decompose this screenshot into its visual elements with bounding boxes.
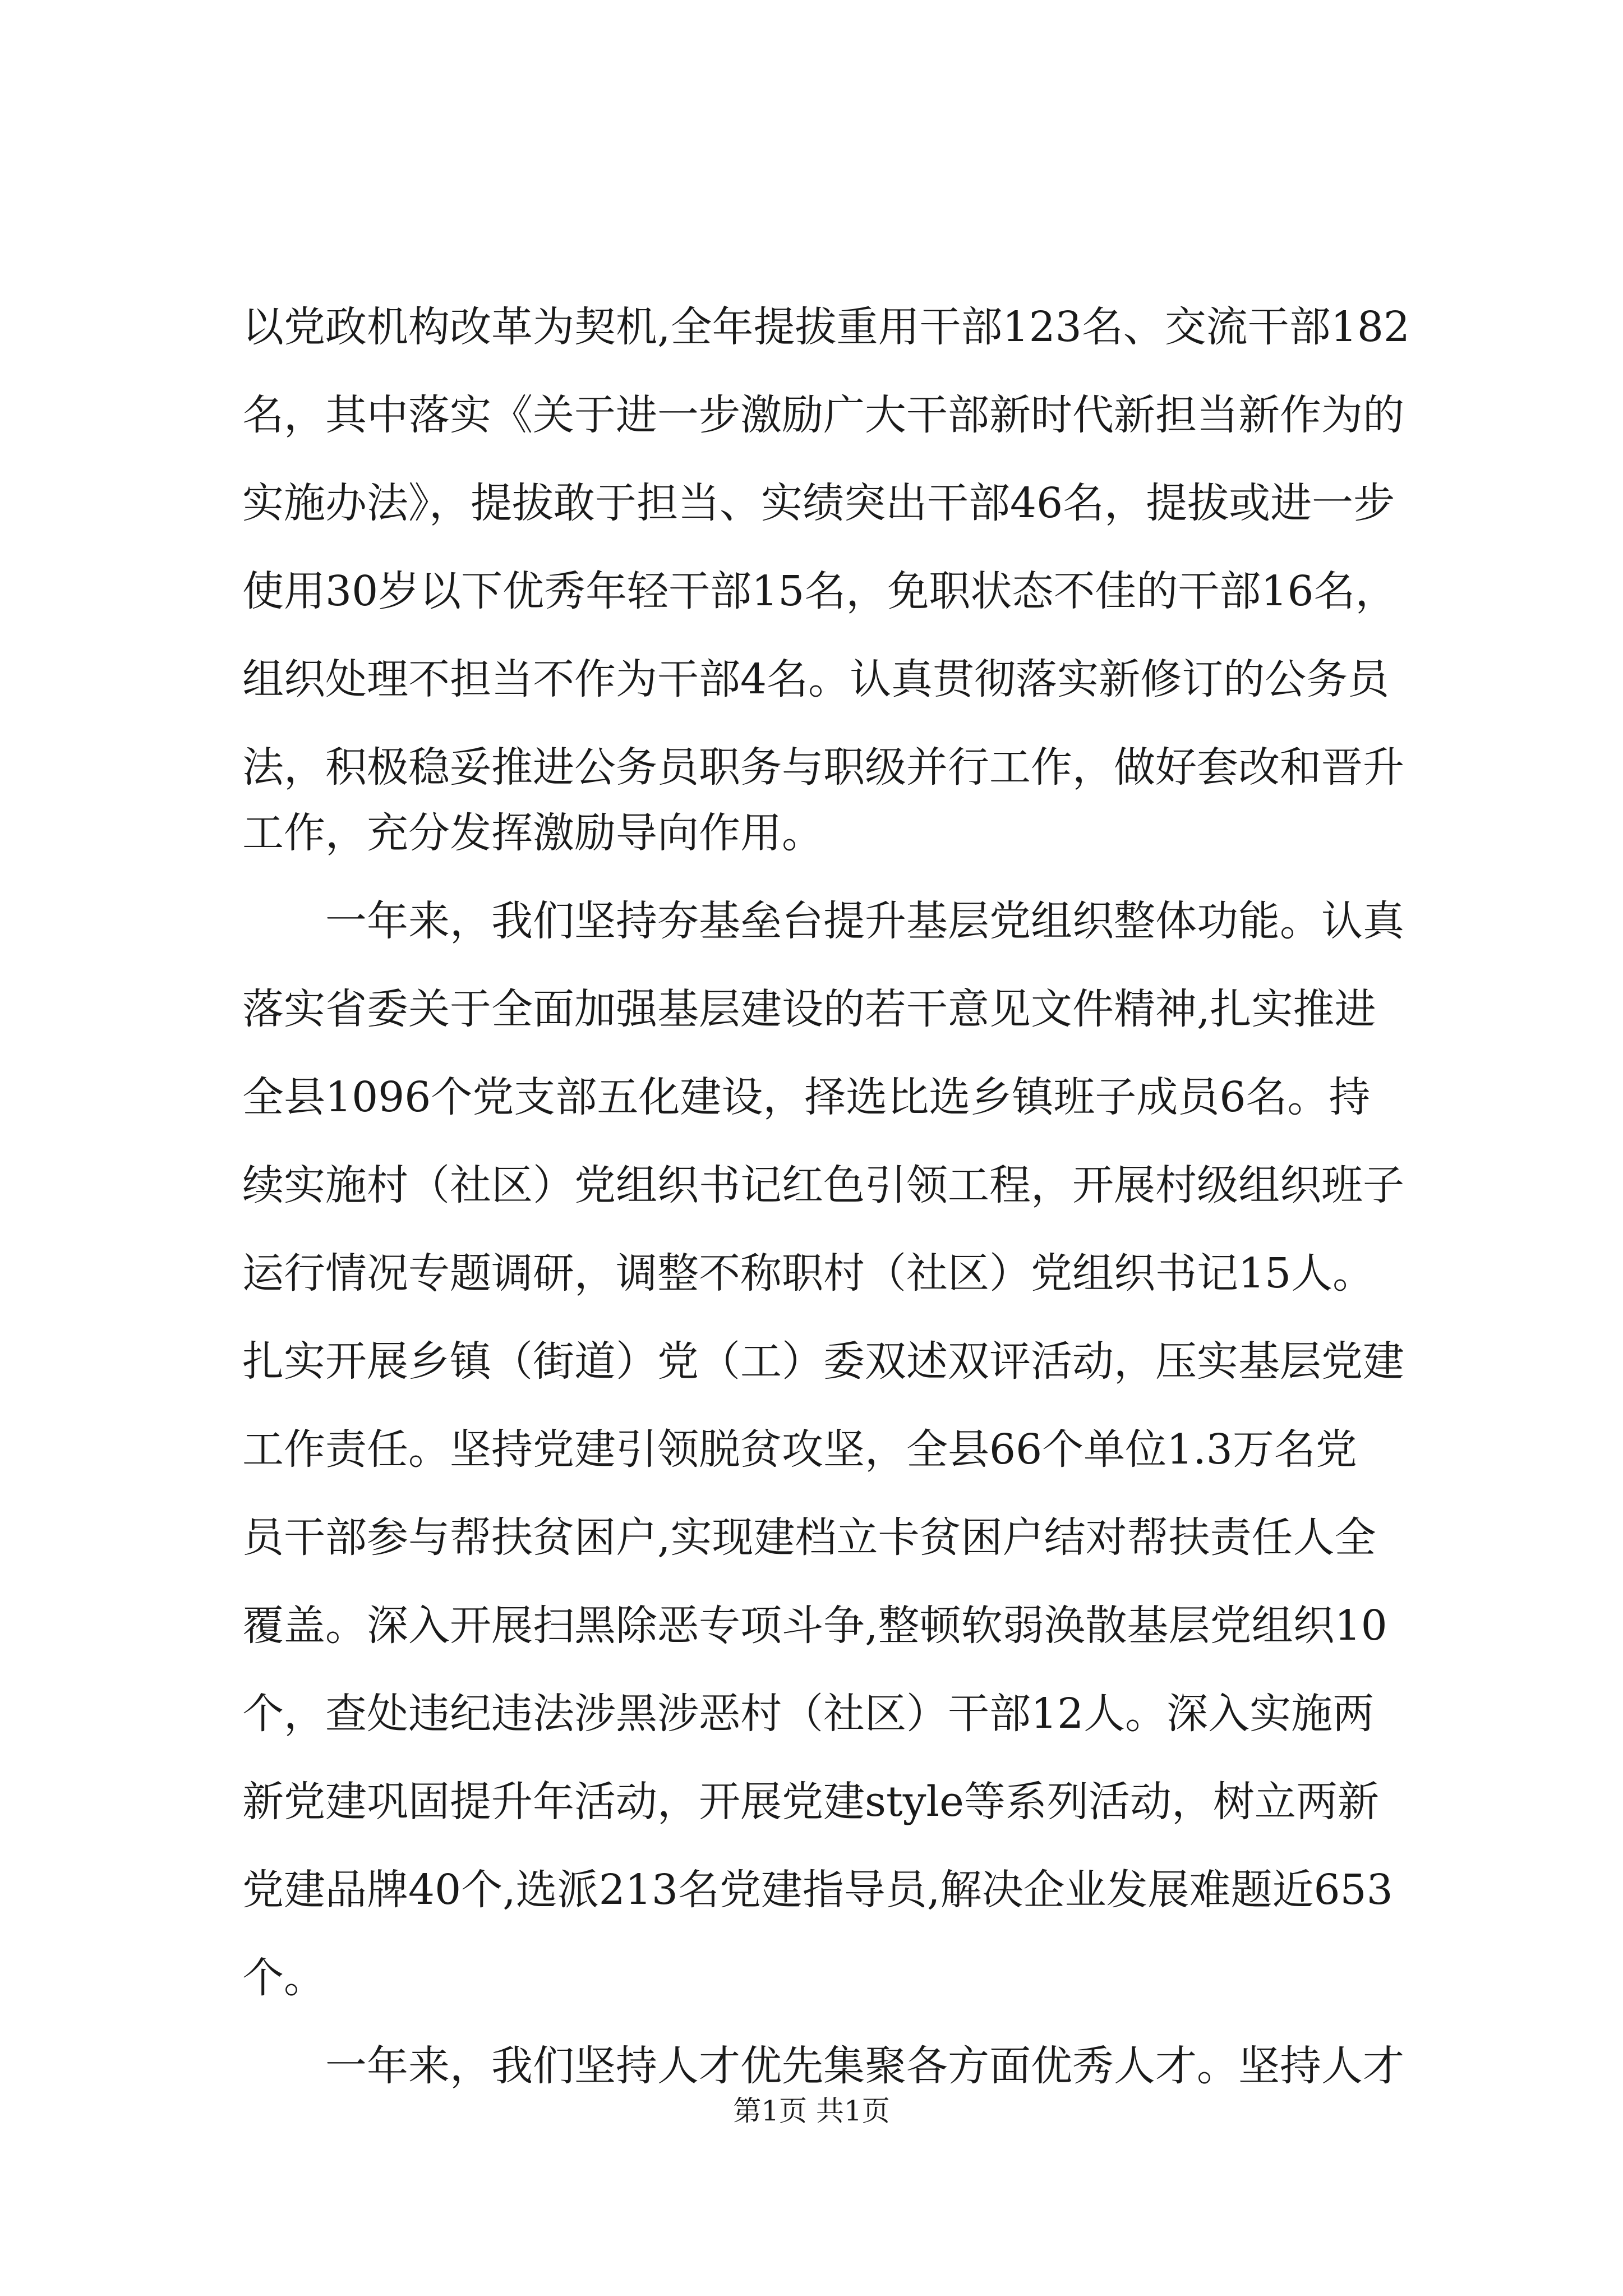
text-line: 名，其中落实《关于进一步激励广大干部新时代新担当新作为的	[242, 391, 1404, 439]
text-line: 实施办法》，提拔敢于担当、实绩突出干部46名，提拔或进一步	[242, 479, 1395, 527]
text-line: 扎实开展乡镇（街道）党（工）委双述双评活动，压实基层党建	[242, 1337, 1404, 1386]
text-line: 落实省委关于全面加强基层建设的若干意见文件精神,扎实推进	[242, 985, 1376, 1033]
text-line: 新党建巩固提升年活动，开展党建style等系列活动，树立两新	[242, 1778, 1379, 1826]
text-line: 一年来，我们坚持人才优先集聚各方面优秀人才。坚持人才	[242, 2042, 1404, 2090]
text-line: 运行情况专题调研，调整不称职村（社区）党组织书记15人。	[242, 1249, 1375, 1297]
text-line: 个，查处违纪违法涉黑涉恶村（社区）干部12人。深入实施两	[242, 1690, 1375, 1738]
text-line: 使用30岁以下优秀年轻干部15名，免职状态不佳的干部16名，	[242, 567, 1397, 615]
text-line: 一年来，我们坚持夯基垒台提升基层党组织整体功能。认真	[242, 897, 1404, 945]
text-line: 全县1096个党支部五化建设，择选比选乡镇班子成员6名。持	[242, 1073, 1371, 1121]
text-line: 工作责任。坚持党建引领脱贫攻坚，全县66个单位1.3万名党	[242, 1425, 1357, 1474]
text-line: 覆盖。深入开展扫黑除恶专项斗争,整顿软弱涣散基层党组织10	[242, 1602, 1387, 1650]
text-line: 法，积极稳妥推进公务员职务与职级并行工作，做好套改和晋升	[242, 743, 1404, 792]
page-number: 第1页 共1页	[733, 2095, 890, 2127]
text-line: 党建品牌40个,选派213名党建指导员,解决企业发展难题近653	[242, 1866, 1393, 1914]
text-line: 个。	[242, 1954, 325, 2002]
page-footer	[0, 2097, 1623, 2125]
text-line: 员干部参与帮扶贫困户,实现建档立卡贫困户结对帮扶责任人全	[242, 1513, 1376, 1562]
text-line: 续实施村（社区）党组织书记红色引领工程，开展村级组织班子	[242, 1161, 1404, 1209]
text-line: 以党政机构改革为契机,全年提拔重用干部123名、交流干部182	[242, 303, 1410, 351]
text-line: 工作，充分发挥激励导向作用。	[242, 809, 823, 857]
text-line: 组织处理不担当不作为干部4名。认真贯彻落实新修订的公务员	[242, 655, 1390, 703]
